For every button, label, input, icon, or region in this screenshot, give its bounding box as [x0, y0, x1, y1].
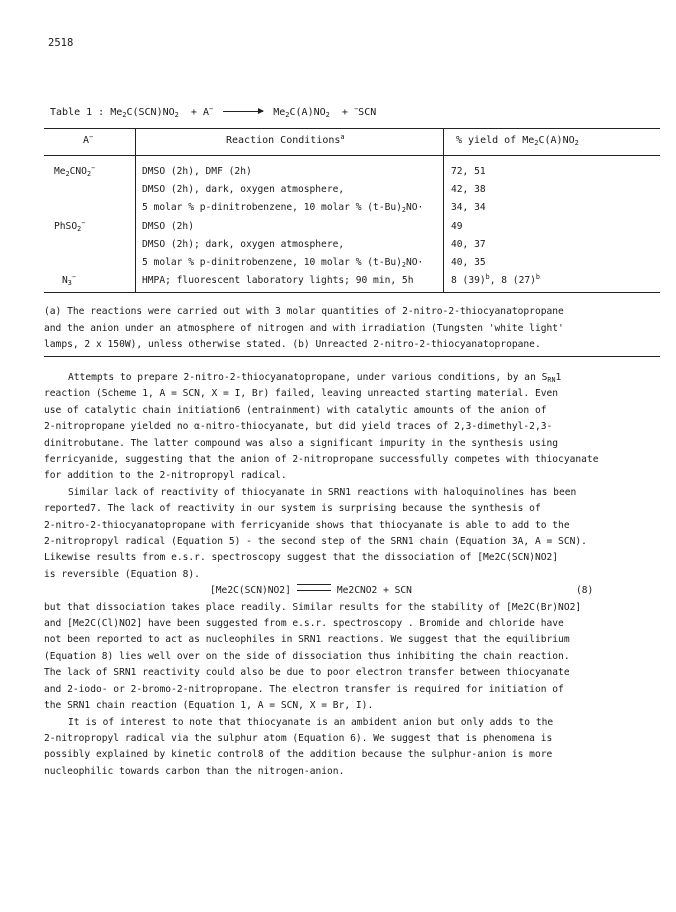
equation-8-body: [210, 583, 412, 599]
paragraph-line: reaction (Scheme 1, A = SCN, X = I, Br) failed, leaving unreacted starting material. Even: [44, 388, 559, 400]
anion-label-nitronate: $Me_2CNO_2^-$: [54, 164, 96, 178]
table-col-divider-2: [443, 128, 444, 292]
yield-row-6: 40, 35: [451, 257, 486, 268]
page-number: 2518: [48, 37, 74, 49]
equation-8: [44, 583, 654, 599]
caption-tail: +: [341, 107, 354, 118]
footnote-line: lamps, 2 x 150W), unless otherwise stated. (b) Unreacted 2-nitro-2-thiocyanatopropane.: [44, 339, 541, 350]
paragraph-line: for addition to the 2-nitropropyl radical.: [44, 470, 287, 482]
anion-label-sulfinate: PhSO$_2$−: [54, 219, 86, 233]
reaction-arrow: [223, 111, 263, 112]
col-header-yield: % yield of $Me_2C(A)NO_2$: [456, 135, 579, 147]
footnote-line: and the anion under an atmosphere of nitrogen and with irradiation (Tungsten 'white light': [44, 322, 564, 334]
caption-product-rest: C(A)NO: [289, 107, 326, 118]
table-caption: Table 1 : $Me_2C(SCN)NO_2 + A^-$ $Me_2C(A)NO_2 + ^-SCN$: [50, 105, 377, 119]
paragraph-line: ferricyanide, suggesting that the anion of 2-nitropropane successfully competes with thiocyanate: [44, 454, 599, 466]
yield-row-3: 34, 34: [451, 202, 486, 213]
caption-scn: SCN: [358, 107, 377, 118]
equation-left: [Me2C(SCN)NO2]: [210, 585, 291, 597]
paragraph-line: It is of interest to note that thiocyanate is an ambident anion but only adds to the: [68, 716, 554, 728]
yield-row-2: 42, 38: [451, 184, 486, 195]
table-top-rule: [44, 128, 660, 129]
table-bottom-rule: [44, 292, 660, 293]
condition-row-3: 5 molar % p-dinitrobenzene, 10 molar % $(t-Bu)_2NO\cdot$: [142, 202, 424, 214]
paragraph-line: reported7. The lack of reactivity in our system is surprising because the synthesis of: [44, 503, 541, 515]
condition-row-7: HMPA; fluorescent laboratory lights; 90 min, 5h: [142, 275, 414, 286]
paragraph-line: but that dissociation takes place readily. Similar results for the stability of [Me2C(Br)NO2]: [44, 601, 582, 613]
paragraph-line: the SRN1 chain reaction (Equation 1, A = SCN, X = Br, I).: [44, 700, 374, 712]
col-header-conditions: Reaction Conditions$^a$: [226, 133, 345, 146]
paragraph-line: and [Me2C(Cl)NO2] have been suggested from e.s.r. spectroscopy . Bromide and chloride have: [44, 618, 564, 630]
paragraph-line: not been reported to act as nucleophiles in SRN1 reactions. We suggest that the equilibrium: [44, 634, 570, 646]
equation-number: (8): [576, 585, 594, 597]
condition-row-6: 5 molar % p-dinitrobenzene, 10 molar % $(t-Bu)_2NO\cdot$: [142, 257, 424, 269]
caption-reactant: C(SCN)NO: [126, 107, 175, 118]
condition-row-1: DMSO (2h), DMF (2h): [142, 166, 252, 177]
paragraph-line: Similar lack of reactivity of thiocyanate in SRN1 reactions with haloquinolines has been: [68, 486, 577, 498]
condition-row-2: DMSO (2h), dark, oxygen atmosphere,: [142, 184, 345, 195]
condition-row-5: DMSO (2h); dark, oxygen atmosphere,: [142, 239, 345, 250]
equilibrium-arrow: [297, 584, 331, 591]
paragraph-line: possibly explained by kinetic control8 of the addition because the sulphur-anion is more: [44, 749, 553, 761]
table-col-divider-1: [135, 128, 136, 292]
paragraph-line: is reversible (Equation 8).: [44, 568, 200, 580]
col-header-anion: A−: [83, 133, 94, 146]
caption-prefix: Table 1 : Me: [50, 107, 123, 118]
paragraph-line: 2-nitropropane yielded no α-nitro-thiocyanate, but did yield traces of 2,3-dimethyl-2,3-: [44, 421, 553, 433]
paragraph-line: Likewise results from e.s.r. spectroscopy suggest that the dissociation of [Me2C(SCN)NO2]: [44, 552, 559, 564]
paragraph-line: The lack of SRN1 reactivity could also be due to poor electron transfer between thiocyanate: [44, 667, 570, 679]
paragraph-line: and 2-iodo- or 2-bromo-2-nitropropane. The electron transfer is required for initiation of: [44, 683, 564, 695]
yield-row-5: 40, 37: [451, 239, 486, 250]
condition-row-4: DMSO (2h): [142, 221, 194, 232]
yield-row-7: 8 $(39)^b$, 8 $(27)^b$: [451, 273, 540, 286]
yield-row-4: 49: [451, 221, 463, 232]
table-header-rule: [44, 155, 660, 156]
body-text: [44, 370, 654, 780]
yield-row-1: 72, 51: [451, 166, 486, 177]
caption-plus: + A: [190, 107, 209, 118]
paragraph-line: use of catalytic chain initiation6 (entrainment) with catalytic amounts of the anion of: [44, 404, 547, 416]
paragraph-line: 2-nitropropyl radical (Equation 5) - the second step of the SRN1 chain (Equation 3A, A = SCN).: [44, 536, 587, 548]
table-footnote: [44, 304, 644, 354]
footnote-line: (a) The reactions were carried out with 3 molar quantities of 2-nitro-2-thiocyanatopropane: [44, 306, 564, 317]
caption-product: Me: [273, 107, 286, 118]
footnote-rule: [44, 356, 660, 357]
paragraph-line: 2-nitro-2-thiocyanatopropane with ferricyanide shows that thiocyanate is able to add to the: [44, 519, 570, 531]
paragraph-line: 2-nitropropyl radical via the sulphur atom (Equation 6). We suggest that is phenomena is: [44, 732, 553, 744]
paragraph-line: nucleophilic towards carbon than the nitrogen-anion.: [44, 765, 345, 777]
equation-right: Me2CNO2 + SCN: [336, 585, 412, 597]
anion-label-azide: $N_3^-$: [62, 273, 76, 287]
paragraph-line: Attempts to prepare 2-nitro-2-thiocyanatopropane, under various conditions, by an $S_{RN}1$: [68, 372, 562, 384]
paragraph-line: dinitrobutane. The latter compound was also a significant impurity in the synthesis using: [44, 437, 559, 449]
paragraph-line: (Equation 8) lies well over on the side of dissociation thus inhibiting the chain reaction.: [44, 650, 570, 662]
